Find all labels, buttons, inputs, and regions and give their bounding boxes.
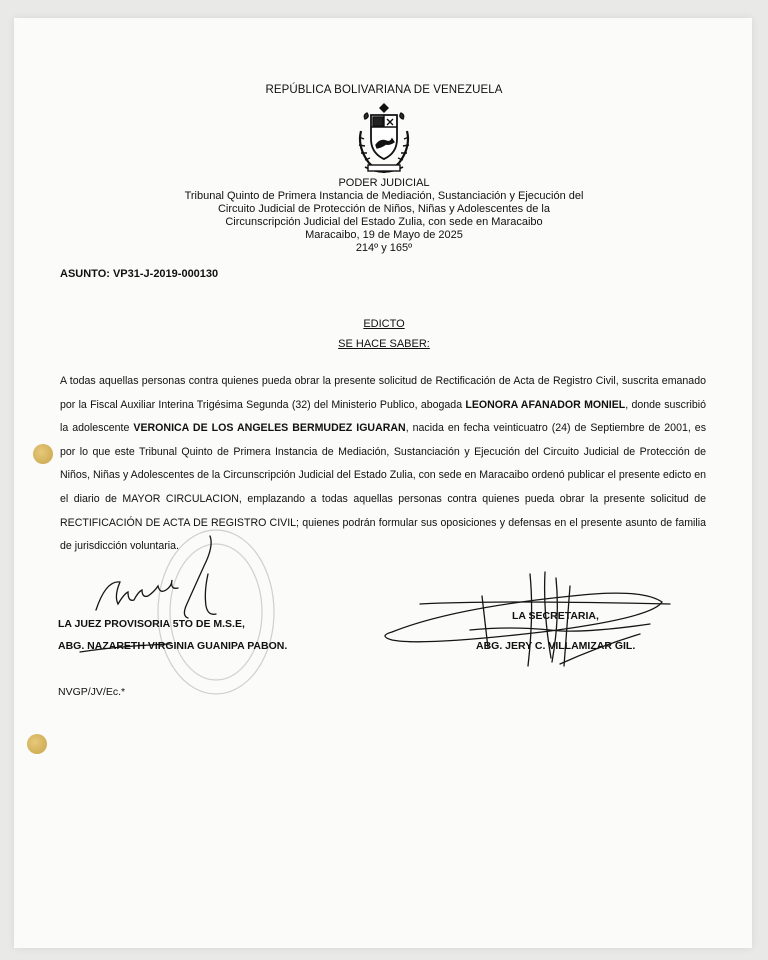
court-line-1: Tribunal Quinto de Primera Instancia de Mediación, Sustanciación y Ejecución del — [184, 190, 584, 202]
body-part-1: A todas aquellas personas contra quienes pueda obrar la presente solicitud de Rectificación de Acta de Registro Civil, suscrita emanado por la Fiscal Auxiliar Interina Trigésima Segunda (32) del Ministerio Publico, abogada — [60, 375, 706, 411]
document-years: 214º y 165º — [355, 242, 413, 254]
punch-hole-bottom — [27, 734, 47, 754]
case-number: ASUNTO: VP31-J-2019-000130 — [60, 268, 219, 280]
body-part-3: , nacida en fecha veinticuatro (24) de Septiembre de 2001, es por lo que este Tribunal Quinto de Primera Instancia de Mediación, Sustanciación y Ejecución del Circuito Judicial de Protección de Niños, Niñas y Adolescentes de la Circunscripción Judicial del Estado Zulia, con sede en Maracaibo ordenó publicar el presente edicto en el diario de MAYOR CIRCULACION, emplazando a todas aquellas personas contra quienes pueda obrar la presente solicitud de RECTIFICACIÓN DE ACTA DE REGISTRO CIVIL; quienes podrán formular sus oposiciones y defensas en el presente asunto de familia de jurisdicción voluntaria. — [60, 422, 706, 553]
document-initials: NVGP/JV/Ec.* — [58, 686, 126, 698]
se-hace-saber-heading: SE HACE SABER: — [338, 338, 430, 350]
judge-name: ABG. NAZARETH VIRGINIA GUANIPA PABON. — [58, 640, 288, 652]
document-date: Maracaibo, 19 de Mayo de 2025 — [305, 229, 463, 241]
judicial-branch-heading: PODER JUDICIAL — [338, 177, 430, 189]
edicto-title: EDICTO — [363, 318, 405, 330]
prosecutor-name: LEONORA AFANADOR MONIEL — [465, 398, 626, 411]
court-stamp — [158, 530, 274, 694]
court-line-3: Circunscripción Judicial del Estado Zulia, con sede en Maracaibo — [225, 216, 543, 228]
secretary-title: LA SECRETARIA, — [512, 610, 599, 622]
judge-title: LA JUEZ PROVISORIA 5TO DE M.S.E, — [58, 618, 245, 630]
court-line-2: Circuito Judicial de Protección de Niños, Niñas y Adolescentes de la — [217, 203, 550, 215]
judge-signature-block — [58, 613, 287, 657]
body-part-2: , donde suscribió la adolescente — [60, 398, 706, 435]
punch-hole-top — [33, 444, 53, 464]
republic-heading: REPÚBLICA BOLIVARIANA DE VENEZUELA — [265, 84, 503, 96]
adolescent-name: VERONICA DE LOS ANGELES BERMUDEZ IGUARAN — [133, 422, 406, 435]
secretary-name: ABG. JERY C. VILLAMIZAR GIL. — [476, 640, 636, 652]
